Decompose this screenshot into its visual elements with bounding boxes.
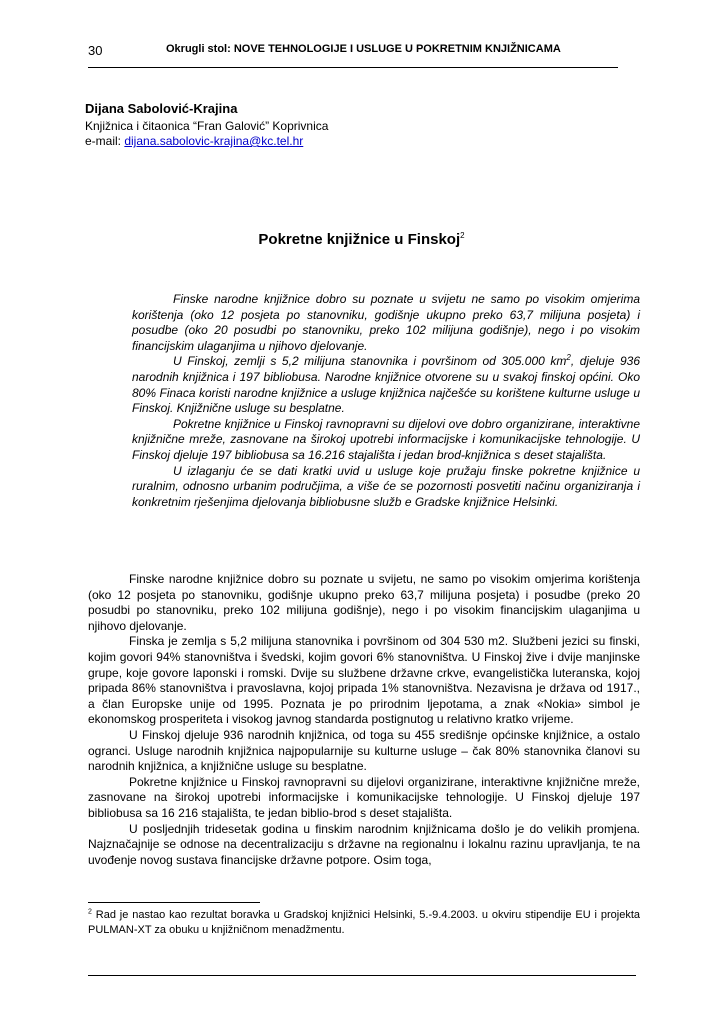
footnote-divider	[88, 902, 260, 903]
abstract-paragraph: Finske narodne knjižnice dobro su poznate u svijetu ne samo po visokim omjerima korištenja (oko 12 posjeta po stanovniku, godišnje ukupno preko 63,7 milijuna posjeta) i posudbe (oko 20 posudbi po stanovniku, preko 102 milijuna godišnje), nego i po visokim financijskim ulaganjima u njihovo djelovanje.	[132, 292, 640, 353]
superscript: 2	[566, 353, 571, 363]
page-number: 30	[88, 43, 103, 58]
author-affiliation: Knjižnica i čitaonica “Fran Galović” Koprivnica	[85, 119, 329, 133]
footer-divider	[88, 975, 636, 976]
footnote-mark: 2	[88, 908, 92, 916]
article-title	[0, 231, 723, 248]
article-title-text: Pokretne knjižnice u Finskoj	[258, 231, 461, 248]
body-paragraph: Finske narodne knjižnice dobro su poznate u svijetu, ne samo po visokim omjerima korištenja (oko 12 posjeta po stanovniku, godišnje ukupno preko 63,7 milijuna posjeta) i posudbe (preko 20 posudbi po stanovniku, preko 102 milijuna godišnje), nego i po visokim financijskim ulaganjima u njihovo djelovanje.	[88, 572, 640, 633]
abstract	[132, 292, 640, 510]
author-name: Dijana Sabolović-Krajina	[85, 101, 238, 116]
email-link[interactable]: dijana.sabolovic-krajina@kc.tel.hr	[124, 134, 304, 148]
body-paragraph: U posljednjih tridesetak godina u finskim narodnim knjižnicama došlo je do velikih promjena. Najznačajnije se odnose na decentralizaciju s državne na regionalnu i lokalnu razinu upravljanja, te na uvođenje novog sustava financijske državne potpore. Osim toga,	[88, 821, 640, 867]
abstract-paragraph	[132, 354, 640, 416]
footnote	[88, 908, 640, 937]
abstract-text: , djeluje 936 narodnih knjižnica i 197 bibliobusa. Narodne knjižnice otvorene su u svakoj finskoj općini. Oko 80% Finaca koristi narodne knjižnice a usluge knjižnica najčešće su korištene kulturne usluge u Finskoj. Knjižnične usluge su besplatne.	[132, 354, 641, 416]
footnote-text: Rad je nastao kao rezultat boravka u Gradskoj knjižnici Helsinki, 5.-9.4.2003. u okviru stipendije EU i projekta PULMAN-XT za obuku u knjižničnom menadžmentu.	[88, 909, 640, 936]
abstract-paragraph: U izlaganju će se dati kratki uvid u usluge koje pružaju finske pokretne knjižnice u ruralnim, odnosno urbanim područjima, a više će se pozornosti posvetiti načinu organiziranja i konkretnim rješenjima djelovanja bibliobusne služb e Gradske knjižnice Helsinki.	[132, 463, 640, 509]
title-footnote-mark[interactable]: 2	[460, 231, 465, 240]
abstract-text: U Finskoj, zemlji s 5,2 milijuna stanovnika i površinom od 305.000 km	[173, 354, 567, 369]
abstract-paragraph: Pokretne knjižnice u Finskoj ravnopravni su dijelovi ove dobro organizirane, interaktivne knjižnične mreže, zasnovane na širokoj upotrebi informacijske i komunikacijske tehnologije. U Finskoj djeluje 197 bibliobusa sa 16.216 stajališta i jedan brod-knjižnica s deset stajališta.	[132, 416, 640, 462]
running-header-title: Okrugli stol: NOVE TEHNOLOGIJE I USLUGE U POKRETNIM KNJIŽNICAMA	[166, 43, 561, 55]
body-paragraph: Finska je zemlja s 5,2 milijuna stanovnika i površinom od 304 530 m2. Službeni jezici su finski, kojim govori 94% stanovništva i švedski, kojim govori 6% stanovništva. U Finskoj žive i dvije manjinske grupe, koje govore laponski i romski. Dvije su službene državne crkve, evangelistička luteranska, kojoj pripada 86% stanovništva i pravoslavna, kojoj pripada 1% stanovništva. Nezavisna je država od 1917., a član Europske unije od 1995. Poznata je po prirodnim ljepotama, a znak «Nokia» simbol je ekonomskog prosperiteta i visokog javnog standarda postignutog u relativno kratko vrijeme.	[88, 634, 640, 727]
author-email-line	[85, 134, 303, 148]
body-paragraph: U Finskoj djeluje 936 narodnih knjižnica, od toga su 455 središnje općinske knjižnice, a ostalo ogranci. Usluge narodnih knjižnica najpopularnije su kulturne usluge – čak 80% stanovnika članovi su narodnih knjižnica, a knjižnične usluge su besplatne.	[88, 727, 640, 774]
body-paragraph: Pokretne knjižnice u Finskoj ravnopravni su dijelovi organizirane, interaktivne knjižnične mreže, zasnovane na širokoj upotrebi informacijske i komunikacijske tehnologije. U Finskoj djeluje 197 bibliobusa sa 16 216 stajališta, te jedan biblio-brod s deset stajališta.	[88, 774, 640, 820]
email-label: e-mail:	[85, 134, 125, 148]
header-divider	[88, 67, 618, 68]
body-text	[88, 572, 640, 868]
